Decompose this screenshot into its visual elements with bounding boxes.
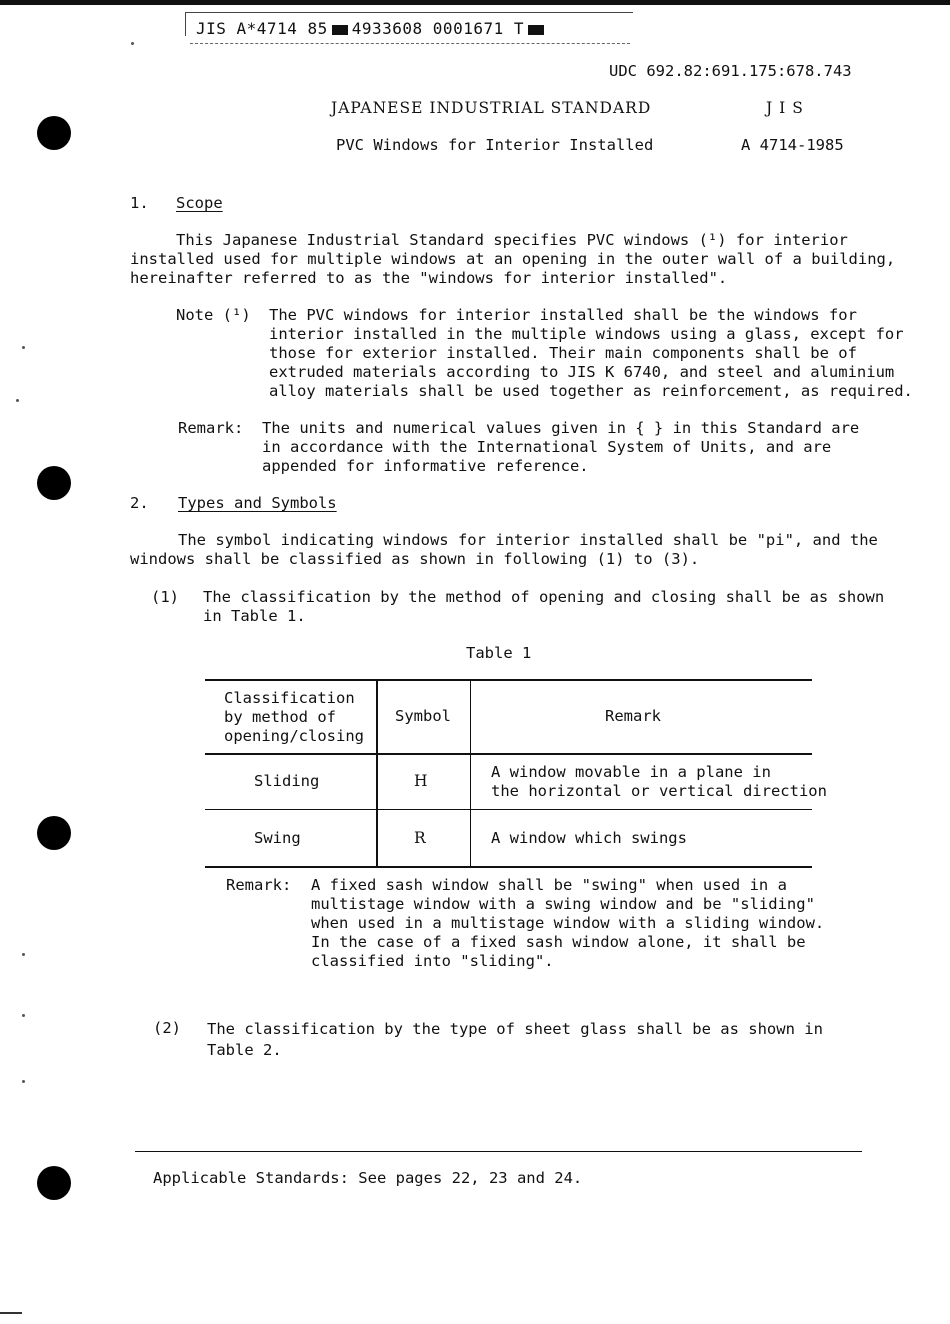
header-line: opening/closing (224, 727, 364, 745)
section-1-paragraph (130, 231, 895, 288)
document-title: PVC Windows for Interior Installed (336, 136, 654, 154)
page-top-edge (0, 0, 950, 5)
remark-line: the horizontal or vertical direction (491, 782, 827, 800)
header-code (196, 19, 548, 38)
note-line: interior installed in the multiple windows using a glass, except for (269, 325, 904, 343)
remark-text (262, 419, 859, 476)
item-1-number: (1) (151, 588, 179, 606)
item-line: The classification by the method of opening and closing shall be as shown (203, 588, 885, 606)
item-2-number: (2) (153, 1019, 181, 1037)
section-2-paragraph (130, 531, 878, 569)
header-strip-bottom-line (190, 43, 630, 45)
row-swing-class: Swing (254, 829, 301, 847)
remark-line: in accordance with the International System of Units, and are (262, 438, 832, 456)
section-1-title: Scope (176, 194, 223, 212)
item-2-text (207, 1019, 823, 1061)
table-header-rule (205, 753, 812, 755)
remark-line: A window movable in a plane in (491, 763, 771, 781)
table-remark-label: Remark: (226, 876, 292, 894)
document-number: A 4714-1985 (741, 136, 844, 154)
paragraph-line: The symbol indicating windows for interior installed shall be "pi", and the (178, 531, 878, 549)
standard-title: JAPANESE INDUSTRIAL STANDARD (331, 99, 652, 117)
header-remark: Remark (605, 707, 661, 725)
row-swing-remark: A window which swings (491, 829, 687, 847)
table-bottom-rule (205, 866, 812, 868)
paragraph-line: This Japanese Industrial Standard specifies PVC windows (¹) for interior (176, 231, 848, 249)
header-strip-top-line (185, 12, 633, 13)
paragraph-line: installed used for multiple windows at an opening in the outer wall of a building, (130, 250, 896, 268)
note-line: those for exterior installed. Their main components shall be of (269, 344, 857, 362)
header-code-prefix: JIS A*4714 85 (196, 19, 328, 38)
note-line: extruded materials according to JIS K 6740, and steel and aluminium (269, 363, 895, 381)
redaction-block (528, 25, 544, 35)
table-top-rule (205, 679, 812, 681)
section-2-title: Types and Symbols (178, 494, 337, 512)
remark-line: classified into "sliding". (311, 952, 554, 970)
remark-line: The units and numerical values given in { } in this Standard are (262, 419, 860, 437)
scan-speck (22, 953, 25, 956)
remark-line: appended for informative reference. (262, 457, 589, 475)
note-line: alloy materials shall be used together as reinforcement, as required. (269, 382, 913, 400)
punch-hole (37, 1166, 71, 1200)
scan-speck (16, 399, 19, 402)
jis-mark: J I S (766, 99, 804, 117)
note-label: Note (¹) (176, 306, 251, 324)
header-classification (224, 689, 364, 746)
note-line: The PVC windows for interior installed shall be the windows for (269, 306, 857, 324)
paragraph-line: windows shall be classified as shown in following (1) to (3). (130, 550, 700, 568)
header-strip-left-line (185, 12, 186, 36)
section-1-number: 1. (130, 194, 149, 212)
remark-line: A fixed sash window shall be "swing" when used in a (311, 876, 787, 894)
table-caption: Table 1 (466, 644, 532, 662)
header-line: by method of (224, 708, 336, 726)
remark-line: when used in a multistage window with a sliding window. (311, 914, 825, 932)
scan-speck (22, 346, 25, 349)
item-line: in Table 1. (203, 607, 306, 625)
remark-line: multistage window with a swing window and be "sliding" (311, 895, 815, 913)
footer-rule (135, 1151, 862, 1152)
scan-mark (0, 1312, 22, 1314)
table-remark-text (311, 876, 824, 971)
scan-speck (131, 42, 134, 45)
item-line: The classification by the type of sheet glass shall be as shown in (207, 1020, 823, 1038)
header-line: Classification (224, 689, 355, 707)
note-text (269, 306, 913, 401)
item-line: Table 2. (207, 1041, 282, 1059)
redaction-block (332, 25, 348, 35)
applicable-standards: Applicable Standards: See pages 22, 23 and 24. (153, 1169, 583, 1187)
header-symbol: Symbol (395, 707, 451, 725)
scan-speck (22, 1014, 25, 1017)
punch-hole (37, 466, 71, 500)
punch-hole (37, 816, 71, 850)
row-swing-symbol: R (414, 829, 426, 847)
row-sliding-symbol: H (414, 772, 428, 790)
udc-code: UDC 692.82:691.175:678.743 (609, 62, 852, 80)
table-column-rule (470, 679, 471, 868)
punch-hole (37, 116, 71, 150)
section-2-number: 2. (130, 494, 149, 512)
remark-line: In the case of a fixed sash window alone, it shall be (311, 933, 806, 951)
row-sliding-class: Sliding (254, 772, 320, 790)
table-row-rule (205, 809, 812, 810)
scan-speck (22, 1080, 25, 1083)
header-code-numbers: 4933608 0001671 T (351, 19, 524, 38)
paragraph-line: hereinafter referred to as the "windows for interior installed". (130, 269, 728, 287)
item-1-text (203, 588, 884, 626)
table-column-rule (376, 679, 378, 868)
row-sliding-remark (491, 763, 827, 801)
remark-label: Remark: (178, 419, 244, 437)
